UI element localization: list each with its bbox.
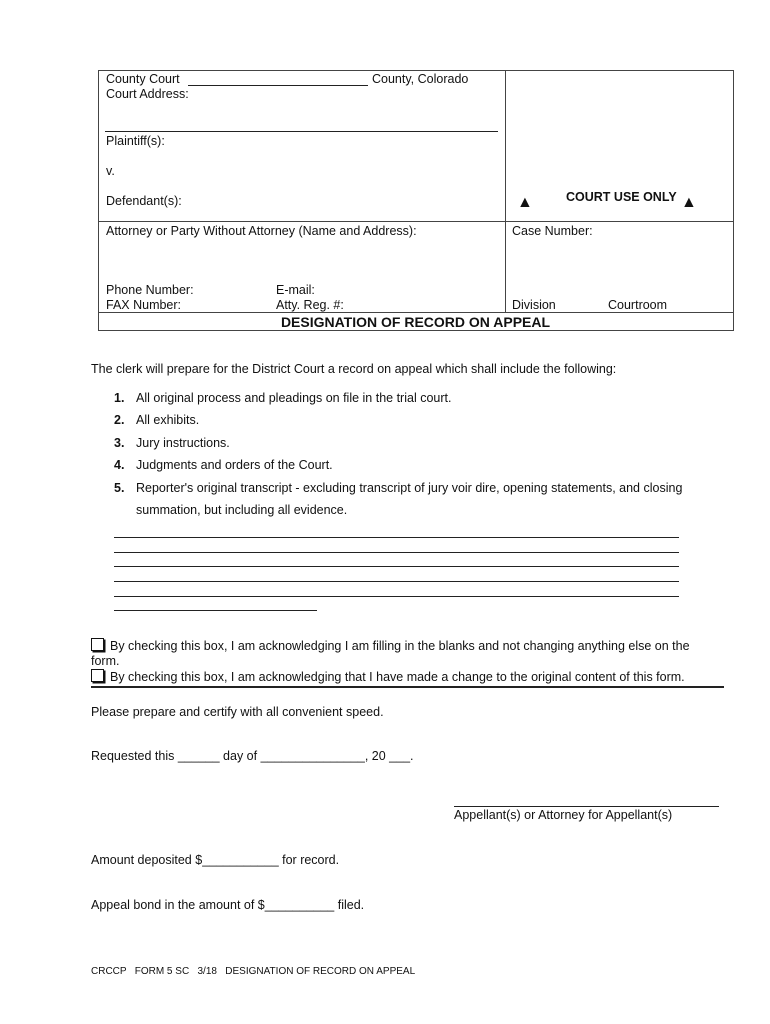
case-number-label: Case Number: <box>512 224 593 238</box>
blank-line[interactable] <box>114 566 679 567</box>
list-item-continuation: summation, but including all evidence. <box>136 503 348 517</box>
up-arrow-icon: ▲ <box>517 194 533 211</box>
item-number: 4. <box>114 458 125 472</box>
list-item <box>114 436 230 450</box>
county-court-label: County Court <box>106 72 180 86</box>
signature-line[interactable] <box>454 806 719 807</box>
item-text: Reporter's original transcript - excluding transcript of jury voir dire, opening statements, and closing <box>136 481 683 495</box>
list-item <box>114 458 333 472</box>
item-text: All original process and pleadings on file in the trial court. <box>136 391 452 405</box>
blank-line[interactable] <box>114 537 679 538</box>
item-text: Judgments and orders of the Court. <box>136 458 333 472</box>
item-text: All exhibits. <box>136 413 200 427</box>
checkbox-2-text: By checking this box, I am acknowledging that I have made a change to the original content of this form. <box>110 670 685 684</box>
appeal-bond-text: Appeal bond in the amount of $__________ filed. <box>91 898 365 912</box>
up-arrow-icon: ▲ <box>681 194 697 211</box>
county-suffix: County, Colorado <box>372 72 469 86</box>
prepare-text: Please prepare and certify with all convenient speed. <box>91 705 384 719</box>
signature-label: Appellant(s) or Attorney for Appellant(s) <box>454 808 673 822</box>
court-use-only-label: COURT USE ONLY <box>566 190 677 204</box>
court-address-label: Court Address: <box>106 87 189 101</box>
email-label: E-mail: <box>276 283 315 297</box>
division-label: Division <box>512 298 556 312</box>
county-name-field[interactable] <box>188 85 368 86</box>
item-number: 2. <box>114 413 125 427</box>
checkbox-blanks-only[interactable] <box>91 638 104 651</box>
item-text: Jury instructions. <box>136 436 230 450</box>
checkbox-changed[interactable] <box>91 669 104 682</box>
item-number: 1. <box>114 391 125 405</box>
form-title: DESIGNATION OF RECORD ON APPEAL <box>280 314 551 330</box>
item-number: 5. <box>114 481 125 495</box>
amount-deposited-text: Amount deposited $___________ for record. <box>91 853 340 867</box>
intro-text: The clerk will prepare for the District Court a record on appeal which shall include the following: <box>91 362 617 376</box>
attorney-label: Attorney or Party Without Attorney (Name and Address): <box>106 224 417 238</box>
form-footer: CRCCP FORM 5 SC 3/18 DESIGNATION OF RECORD ON APPEAL <box>91 966 416 977</box>
checkbox-row-2 <box>91 669 685 684</box>
plaintiffs-label: Plaintiff(s): <box>106 134 165 148</box>
courtroom-label: Courtroom <box>608 298 668 312</box>
requested-text: Requested this ______ day of _______________, 20 ___. <box>91 749 414 763</box>
item-number: 3. <box>114 436 125 450</box>
blank-line[interactable] <box>114 552 679 553</box>
list-item <box>114 481 682 495</box>
caption-divider-1 <box>98 221 733 222</box>
defendants-label: Defendant(s): <box>106 194 182 208</box>
list-item <box>114 413 199 427</box>
phone-label: Phone Number: <box>106 283 194 297</box>
blank-line[interactable] <box>114 610 317 611</box>
divider <box>91 686 724 688</box>
checkbox-row-1 <box>91 638 724 654</box>
court-address-line[interactable] <box>105 131 498 132</box>
blank-line[interactable] <box>114 581 679 582</box>
caption-divider-2 <box>98 312 733 313</box>
atty-reg-label: Atty. Reg. #: <box>276 298 344 312</box>
list-item <box>114 391 451 405</box>
caption-divider-vertical <box>505 70 506 312</box>
checkbox-1-cont: form. <box>91 654 120 668</box>
versus-label: v. <box>106 164 115 178</box>
checkbox-1-text: By checking this box, I am acknowledging I am filling in the blanks and not changing anything else on the <box>110 639 690 653</box>
fax-label: FAX Number: <box>106 298 182 312</box>
blank-line[interactable] <box>114 596 679 597</box>
